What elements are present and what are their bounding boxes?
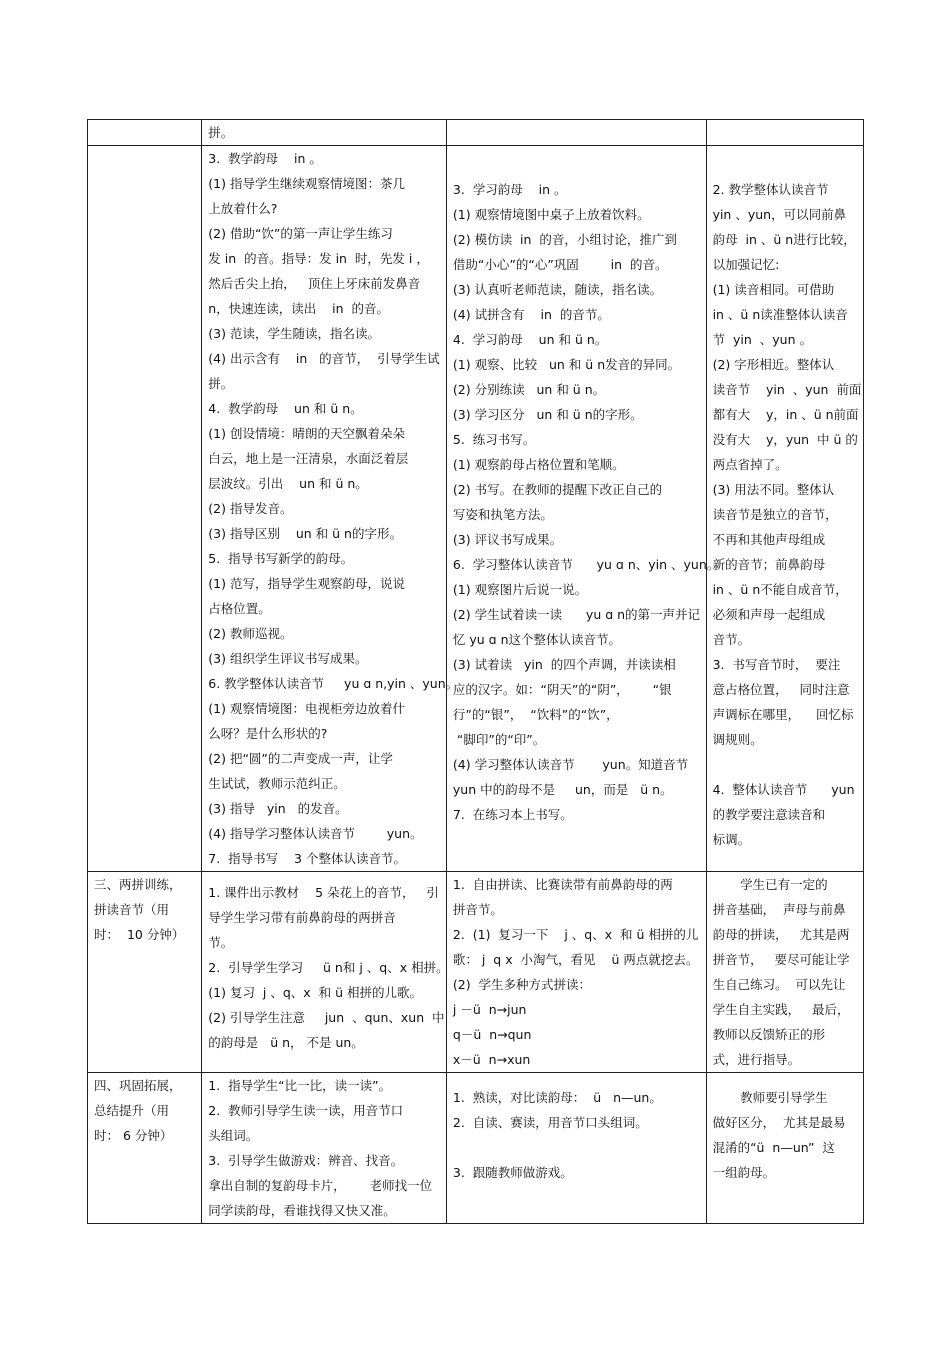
text-line: 3. 跟随教师做游戏。 (452, 1165, 573, 1180)
text-line: (4) 试拼含有 in 的音节。 (452, 307, 610, 322)
text-line: (1) 创设情境：晴朗的天空飘着朵朵 (208, 426, 405, 441)
text-line: 拿出自制的复韵母卡片， 老师找一位 (208, 1178, 433, 1193)
table-row (88, 146, 864, 872)
text-line: (1) 观察、比较 un 和 ü n发音的异同。 (452, 357, 681, 372)
text-line: 头组词。 (208, 1128, 259, 1143)
text-line: 学生已有一定的 (740, 877, 828, 892)
text-line: 做好区分， 尤其是最易 (712, 1115, 846, 1130)
text-line: (1) 观察情境图中桌子上放着饮料。 (452, 207, 650, 222)
text-line: (2) 字形相近。整体认 (712, 357, 835, 372)
text-line: 生试试，教师示范纠正。 (208, 776, 346, 791)
text-line: 3. 教学韵母 in 。 (208, 151, 322, 166)
text-line: (2) 引导学生注意 jun 、qun、xun 中 (208, 1010, 445, 1025)
text-line: 2. 教学整体认读音节 (712, 182, 829, 197)
design-intent-cell (706, 146, 863, 872)
text-line: 5. 指导书写新学的韵母。 (208, 551, 354, 566)
text-line: (3) 指导区别 un 和 ü n的字形。 (208, 526, 402, 541)
text-line: (2) 指导发音。 (208, 501, 293, 516)
text-line: 2. (1) 复习一下 j 、q、x 和 ü 相拼的儿 (452, 927, 699, 942)
text-line: (1) 复习 j 、q、x 和 ü 相拼的儿歌。 (208, 985, 423, 1000)
text-line: 时： 6 分钟） (94, 1128, 173, 1143)
text-line: 生自己练习。 可以先让 (712, 977, 846, 992)
text-line: 占格位置。 (208, 601, 271, 616)
text-line: (1) 读音相同。可借助 (712, 282, 835, 297)
text-line: 没有大 y，yun 中 ü 的 (712, 432, 858, 447)
teacher-activity-cell (202, 872, 447, 1073)
stage-cell (88, 872, 202, 1073)
text-line: 拼音节， 要尽可能让学 (712, 952, 850, 967)
text-line: 3. 引导学生做游戏：辨音、找音。 (208, 1153, 404, 1168)
text-line: 3. 书写音节时， 要注 (712, 657, 841, 672)
text-line: 4. 教学韵母 un 和 ü n。 (208, 401, 363, 416)
text-line: 音节。 (712, 632, 751, 647)
text-line: 拼音基础， 声母与前鼻 (712, 902, 846, 917)
text-line: 上放着什么? (208, 201, 278, 216)
text-line: (2) 把“圆”的二声变成一声，让学 (208, 751, 393, 766)
stage-cell (88, 120, 202, 146)
text-line: 混淆的“ü n—un” 这 (712, 1140, 835, 1155)
text-line: (3) 认真听老师范读，随读，指名读。 (452, 282, 663, 297)
text-line: 层波纹。引出 un 和 ü n。 (208, 476, 368, 491)
text-line: 拼音节。 (452, 902, 503, 917)
text-line: 的韵母是 ü n， 不是 un。 (208, 1035, 364, 1050)
text-line: n，快速连读，读出 in 的音。 (208, 301, 389, 316)
text-line: (2) 借助“饮”的第一声让学生练习 (208, 226, 393, 241)
student-activity-cell (446, 146, 720, 872)
text-line: 同学读韵母，看谁找得又快又准。 (208, 1203, 396, 1218)
text-line: (1) 观察韵母占格位置和笔顺。 (452, 457, 625, 472)
text-line (713, 152, 857, 177)
text-line (453, 152, 700, 177)
text-line: 新的音节；前鼻韵母 (712, 557, 826, 572)
teacher-activity-cell (202, 1073, 447, 1224)
text-line: 应的汉字。如：“阴天”的“阴”， “银 (452, 682, 672, 697)
text-line (713, 752, 857, 777)
text-line: 标调。 (712, 832, 751, 847)
text-line: 6. 学习整体认读音节 yu ɑ n、yin 、yun。 (452, 557, 720, 572)
text-line: 然后舌尖上抬， 顶住上牙床前发鼻音 (208, 276, 421, 291)
text-line: j －ü n→jun (452, 1002, 527, 1017)
text-line: (2) 书写。在教师的提醒下改正自己的 (452, 482, 663, 497)
text-line: (4) 指导学习整体认读音节 yun。 (208, 826, 423, 841)
text-line: 3. 学习韵母 in 。 (452, 182, 567, 197)
table-row (88, 872, 864, 1073)
text-line: (4) 出示含有 in 的音节， 引导学生试 (208, 351, 440, 366)
text-line: 1. 自由拼读、比赛读带有前鼻韵母的两 (452, 877, 673, 892)
text-line: 调规则。 (712, 732, 763, 747)
text-line: 读音节是独立的音节， (712, 507, 838, 522)
text-line: 教师以反馈矫正的形 (712, 1027, 826, 1042)
text-line: (3) 用法不同。整体认 (712, 482, 835, 497)
text-line: yun 中的韵母不是 un，而是 ü n。 (452, 782, 673, 797)
text-line: 忆 yu ɑ n这个整体认读音节。 (452, 632, 622, 647)
design-intent-cell (706, 120, 863, 146)
text-line: 一组韵母。 (712, 1165, 776, 1180)
lesson-plan-table (87, 119, 864, 1224)
text-line: (3) 范读，学生随读，指名读。 (208, 326, 380, 341)
text-line: in 、ü n不能自成音节， (712, 582, 848, 597)
text-line: 5. 练习书写。 (452, 432, 536, 447)
text-line: 两点省掉了。 (712, 457, 788, 472)
teacher-activity-cell (202, 146, 459, 872)
design-intent-cell (706, 1073, 863, 1224)
student-activity-cell (446, 1073, 706, 1224)
text-line: in 、ü n读准整体认读音 (712, 307, 848, 322)
text-line: 7. 在练习本上书写。 (452, 807, 573, 822)
text-line: 四、巩固拓展， (94, 1078, 182, 1093)
text-line: 的教学要注意读音和 (712, 807, 826, 822)
text-line: 白云，地上是一汪清泉，水面泛着层 (208, 451, 409, 466)
text-line: 2. 自读、赛读，用音节口头组词。 (452, 1115, 648, 1130)
text-line: 读音节 yin 、yun 前面 (712, 382, 862, 397)
text-line: 式，进行指导。 (712, 1052, 801, 1067)
text-line: 1. 指导学生“比一比，读一读”。 (208, 1078, 392, 1093)
text-line: (2) 学生多种方式拼读： (452, 977, 592, 992)
text-line: (3) 组织学生评议书写成果。 (208, 651, 368, 666)
text-line: 行”的“银”， “饮料”的“饮”， (452, 707, 619, 722)
text-line: 2. 教师引导学生读一读，用音节口 (208, 1103, 404, 1118)
design-intent-cell (706, 872, 863, 1073)
text-line: (2) 分别练读 un 和 ü n。 (452, 382, 606, 397)
text-line: 都有大 y，in 、ü n前面 (712, 407, 859, 422)
text-line: 拼读音节（用 (94, 902, 170, 917)
text-line: 不再和其他声母组成 (712, 532, 826, 547)
text-line: 4. 学习韵母 un 和 ü n。 (452, 332, 608, 347)
text-line: 写姿和执笔方法。 (452, 507, 553, 522)
text-line: 1. 课件出示教材 5 朵花上的音节， 引 (208, 885, 439, 900)
text-line: q－ü n→qun (452, 1027, 532, 1042)
text-line: 借助“小心”的“心”巩固 in 的音。 (452, 257, 668, 272)
text-line: 4. 整体认读音节 yun (712, 782, 855, 797)
text-line: 意占格位置， 同时注意 (712, 682, 850, 697)
text-line (453, 1135, 700, 1160)
table-row (88, 1073, 864, 1224)
table-row (88, 120, 864, 146)
text-line: 导学生学习带有前鼻韵母的两拼音 (208, 910, 396, 925)
text-line: (4) 学习整体认读音节 yun。知道音节 (452, 757, 689, 772)
teacher-activity-cell (202, 120, 447, 146)
student-activity-cell (446, 872, 706, 1073)
text-line: 教师要引导学生 (740, 1090, 828, 1105)
text-line: (3) 评议书写成果。 (452, 532, 563, 547)
text-line: (2) 学生试着读一读 yu ɑ n的第一声并记 (452, 607, 701, 622)
text-line: 必须和声母一起组成 (712, 607, 826, 622)
stage-cell (88, 1073, 202, 1224)
text-line: (3) 试着读 yin 的四个声调，并读读相 (452, 657, 676, 672)
text-line: (1) 范写，指导学生观察韵母，说说 (208, 576, 405, 591)
text-line: 发 in 的音。指导：发 in 时，先发 i ， (208, 251, 429, 266)
text-line: (1) 观察图片后说一说。 (452, 582, 588, 597)
text-line: 节。 (208, 935, 234, 950)
text-line: 节 yin 、yun 。 (712, 332, 812, 347)
text-line: 韵母 in 、ü n进行比较， (712, 232, 856, 247)
text-line: 2. 引导学生学习 ü n和 j 、q、x 相拼。 (208, 960, 449, 975)
text-line: 歌： j q x 小淘气，看见 ü 两点就挖去。 (452, 952, 699, 967)
text-line: 拼。 (208, 376, 234, 391)
text-line: “脚印”的“印”。 (452, 732, 546, 747)
text-line: 三、两拼训练， (94, 877, 182, 892)
text-line: 声调标在哪里， 回忆标 (712, 707, 854, 722)
text-line: yin 、yun，可以同前鼻 (712, 207, 847, 222)
text-line: 6. 教学整体认读音节 yu ɑ n,yin 、yun。 (208, 676, 459, 691)
text-line: (2) 教师巡视。 (208, 626, 293, 641)
text-line: (1) 指导学生继续观察情境图：茶几 (208, 176, 405, 191)
text-line: (2) 模仿读 in 的音，小组讨论，推广到 (452, 232, 677, 247)
text-line: 总结提升（用 (94, 1103, 170, 1118)
text-line: 1. 熟读，对比读韵母： ü n—un。 (452, 1090, 662, 1105)
student-activity-cell (446, 120, 706, 146)
text-line: 时： 10 分钟） (94, 927, 185, 942)
text-line: 么呀？是什么形状的? (208, 726, 328, 741)
text-line: (1) 观察情境图：电视柜旁边放着什 (208, 701, 405, 716)
text-line: (3) 学习区分 un 和 ü n的字形。 (452, 407, 643, 422)
text-line: 学生自主实践， 最后， (712, 1002, 850, 1017)
text-line: x－ü n→xun (452, 1052, 531, 1067)
text-line: 以加强记忆: (712, 257, 780, 272)
text-line: 7. 指导书写 3 个整体认读音节。 (208, 851, 406, 866)
text-line: 拼。 (208, 125, 234, 140)
text-line: (3) 指导 yin 的发音。 (208, 801, 348, 816)
stage-cell (88, 146, 202, 872)
text-line: 韵母的拼读， 尤其是两 (712, 927, 850, 942)
